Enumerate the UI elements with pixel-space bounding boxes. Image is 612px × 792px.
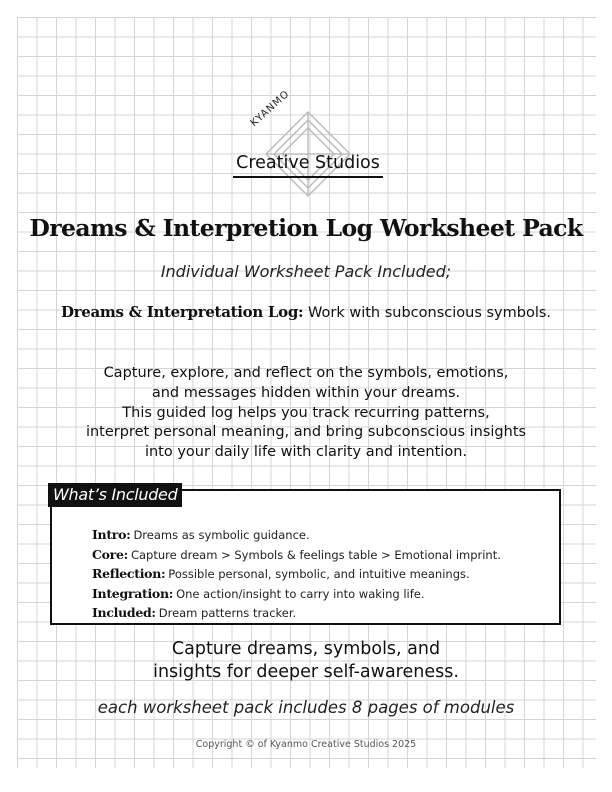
description-line: into your daily life with clarity and intention. — [144, 444, 468, 461]
log-summary-text: Work with subconscious symbols. — [308, 305, 552, 321]
description-line: interpret personal meaning, and bring subconscious insights — [85, 424, 527, 441]
tagline — [0, 638, 612, 684]
list-item-value: Capture dream > Symbols & feelings table > Emotional imprint. — [130, 547, 501, 562]
tagline-line: Capture dreams, symbols, and — [171, 639, 441, 659]
list-item-key: Integration: — [92, 585, 174, 601]
logo-studio-name: Creative Studios — [236, 153, 380, 173]
tagline-line: insights for deeper self-awareness. — [153, 662, 459, 682]
copyright-notice: Copyright © of Kyanmo Creative Studios 2025 — [195, 739, 417, 750]
description — [40, 364, 572, 463]
page-title: Dreams & Interpretion Log Worksheet Pack — [29, 214, 583, 242]
list-item-key: Core: — [92, 546, 128, 562]
log-summary — [0, 303, 612, 321]
list-item — [92, 602, 552, 622]
logo-brand: KYANMO — [248, 88, 292, 129]
list-item-value: Dreams as symbolic guidance. — [133, 528, 310, 542]
logo-underline — [233, 176, 383, 178]
list-item — [92, 524, 552, 544]
included-heading: What’s Included — [48, 483, 182, 507]
page-subtitle: Individual Worksheet Pack Included; — [160, 262, 452, 281]
description-line: This guided log helps you track recurring patterns, — [122, 404, 490, 421]
list-item-key: Reflection: — [92, 566, 166, 582]
pack-note: each worksheet pack includes 8 pages of modules — [97, 698, 515, 717]
list-item-value: Dream patterns tracker. — [158, 606, 297, 621]
list-item-value: One action/insight to carry into waking life. — [176, 586, 425, 601]
list-item — [92, 544, 552, 564]
list-item-key: Included: — [92, 605, 156, 621]
list-item-key: Intro: — [92, 527, 131, 542]
description-line: Capture, explore, and reflect on the symbols, emotions, — [103, 365, 509, 381]
list-item — [92, 563, 552, 583]
log-summary-lead: Dreams & Interpretation Log: — [60, 303, 304, 321]
list-item — [92, 583, 552, 603]
included-list — [92, 524, 552, 622]
list-item-value: Possible personal, symbolic, and intuitive meanings. — [168, 567, 470, 582]
description-line: and messages hidden within your dreams. — [151, 384, 461, 401]
